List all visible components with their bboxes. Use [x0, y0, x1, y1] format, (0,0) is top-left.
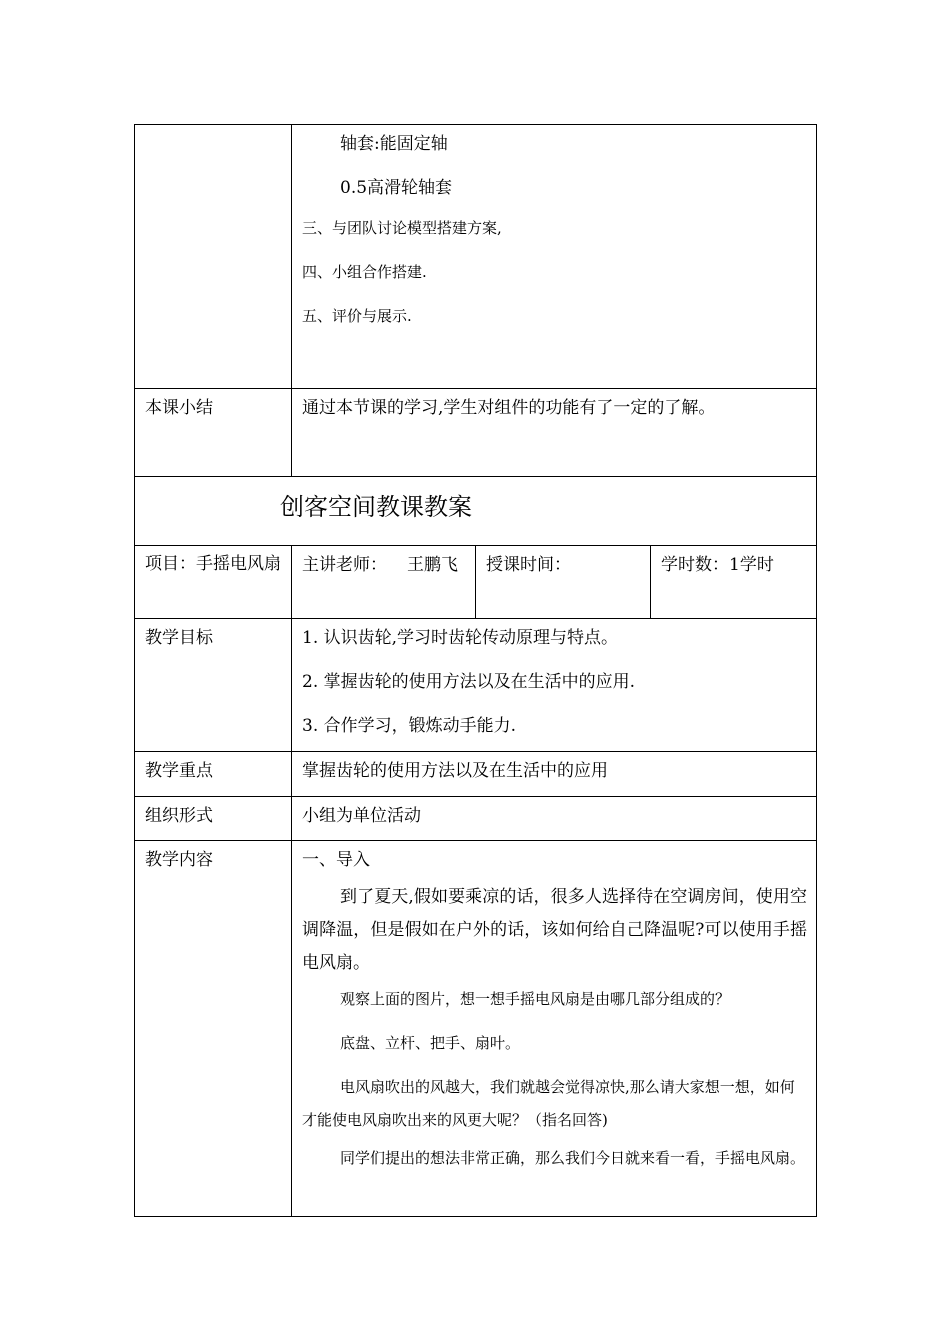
content-line: 三、与团队讨论模型搭建方案,	[302, 219, 502, 237]
project-name: 项目：手摇电风扇	[145, 554, 281, 574]
page-title: 创客空间教课教案	[280, 493, 472, 521]
goal-item: 1. 认识齿轮,学习时齿轮传动原理与特点。	[302, 628, 619, 648]
teacher-label: 主讲老师：	[302, 555, 387, 575]
content-line: 0.5高滑轮轴套	[340, 178, 453, 198]
content-line: 五、评价与展示.	[302, 307, 412, 325]
form-text: 小组为单位活动	[302, 806, 421, 826]
closing-paragraph: 同学们提出的想法非常正确，那么我们今日就来看一看，手摇电风扇。	[340, 1149, 806, 1167]
content-cell	[292, 125, 817, 389]
content-label: 教学内容	[145, 850, 213, 870]
form-label: 组织形式	[145, 806, 213, 826]
content-line: 四、小组合作搭建.	[302, 263, 427, 281]
empty-label-cell	[135, 125, 292, 389]
observe-paragraph: 观察上面的图片，想一想手摇电风扇是由哪几部分组成的？	[340, 990, 731, 1008]
goal-item: 2. 掌握齿轮的使用方法以及在生活中的应用.	[302, 672, 636, 692]
summary-label: 本课小结	[145, 398, 213, 418]
time-label: 授课时间：	[486, 555, 571, 575]
teacher-name: 王鹏飞	[407, 555, 458, 575]
lesson-plan-table	[134, 476, 817, 1217]
focus-label: 教学重点	[145, 761, 213, 781]
question-paragraph: 电风扇吹出的风越大，我们就越会觉得凉快,那么请大家想一想，如何才能使电风扇吹出来的风更大呢？（指名回答)	[302, 1078, 795, 1129]
intro-heading: 一、导入	[302, 850, 370, 870]
content-line: 轴套:能固定轴	[340, 134, 448, 154]
focus-text: 掌握齿轮的使用方法以及在生活中的应用	[302, 761, 608, 781]
hours-label: 学时数：1学时	[661, 555, 774, 575]
continuation-table	[134, 124, 817, 477]
goals-label: 教学目标	[145, 628, 213, 648]
intro-paragraph: 到了夏天,假如要乘凉的话，很多人选择待在空调房间，使用空调降温，但是假如在户外的话，该如何给自己降温呢?可以使用手摇电风扇。	[302, 887, 807, 973]
title-cell	[135, 477, 817, 546]
summary-text: 通过本节课的学习,学生对组件的功能有了一定的了解。	[302, 398, 716, 418]
parts-paragraph: 底盘、立杆、把手、扇叶。	[340, 1034, 521, 1052]
goal-item: 3. 合作学习，锻炼动手能力.	[302, 716, 517, 736]
